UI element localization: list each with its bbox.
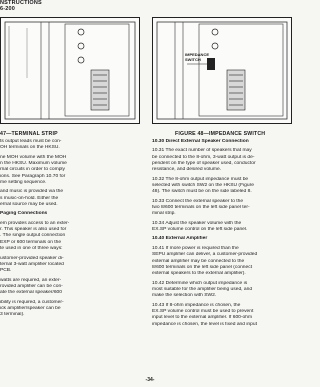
left-column-text-line: ts output leads must be con- (0, 139, 62, 144)
right-column-text-line: make the selection with SW2. (152, 293, 217, 299)
right-column-text-line: selected with switch SW2 on the HKSU (Figure (152, 183, 254, 189)
left-column-text-line: ibility is required, a customer- (0, 299, 64, 305)
left-column-text-line: n the HKSU. Maximum volume (0, 161, 67, 167)
right-figure-caption: FIGURE 48—IMPEDANCE SWITCH (175, 131, 266, 137)
left-column-text-line: PCB. (0, 268, 12, 274)
left-column-text-line: r. This speaker is also used for (0, 227, 67, 233)
right-column-text-line: 10.42 Determine which output impedance is (152, 280, 248, 286)
left-figure-caption: 47—TERMINAL STRIP (0, 131, 58, 137)
terminal-strip-drawing (1, 18, 139, 123)
left-column-text-line: 3 terminal). (0, 312, 25, 318)
right-column-text-line: 10.41 If more power is required than the (152, 245, 239, 251)
left-column-text-line: and music is provided via the (0, 189, 64, 195)
terminal-strip-figure (0, 17, 140, 124)
left-column-text-line: ate the external speaker/600 (0, 290, 62, 296)
page-number: -34- (145, 377, 155, 383)
right-column-text-line: external amplifier may be connected to the (152, 258, 245, 264)
left-column-text-line: ternal 3-watt amplifier located (0, 261, 64, 267)
right-column-text-line: EX.SP volume control on the left side panel. (152, 227, 248, 233)
right-column-text-line: resistance, and desired volume. (152, 167, 222, 173)
right-column-text-line: impedance is chosen, the level is fixed and input (152, 321, 257, 327)
right-text-column (152, 139, 300, 328)
left-column-text-line: EXP or 600 terminals on the (0, 239, 62, 245)
right-column-text-line: SEPU amplifier can deliver, a customer-provided (152, 252, 258, 258)
right-column-text-line: be connected to the 8-ohm, 3-watt output is de- (152, 154, 255, 160)
left-column-text-line: rnal circuits in order to comply (0, 167, 65, 173)
right-column-text-line: external speakers to the external amplifier). (152, 271, 246, 277)
left-column-text-line: em provides access to an exter- (0, 220, 70, 226)
right-column-text-line: 10.31 The exact number of speakers that may (152, 148, 252, 154)
right-column-text-line: two 8/600 terminals on the left side panel ter- (152, 205, 250, 211)
right-column-heading: 10.40 External Amplifier (152, 236, 208, 242)
left-column-text-line: ne MOH volume with the MOH (0, 154, 67, 160)
left-column-text-line: te used in one of three ways: (0, 246, 63, 252)
left-column-text-line: OH terminals on the HKSU. (0, 145, 60, 151)
left-column-text-line: . The single output connection (0, 233, 66, 239)
right-column-text-line: 8/600 terminals on the left side panel (connect (152, 264, 253, 270)
header-model: 6-200 (0, 6, 16, 12)
impedance-switch-drawing (153, 18, 291, 123)
right-column-text-line: most suitable for the amplifier being used, and (152, 286, 253, 292)
left-column-text-line: ustomer-provided speaker di- (0, 255, 64, 261)
right-column-text-line: 10.34 Adjust the speaker volume with the (152, 220, 242, 226)
left-column-text-line: watts are required, an exter- (0, 277, 62, 283)
right-column-text-line: minal strip. (152, 211, 176, 217)
left-text-column (0, 139, 140, 319)
left-column-text-line: ernal source may be used. (0, 202, 58, 208)
left-column-text-line: rovided amplifier can be con- (0, 283, 63, 289)
right-column-text-line: pendent on the type of speaker used, conductor (152, 161, 256, 167)
left-column-text-line: ick amplifier/speaker can be (0, 305, 61, 311)
right-column-text-line: 48). The switch must be on the side labeled 8. (152, 189, 252, 195)
right-column-text-line: 10.32 The 8-ohm output impedance must be (152, 176, 249, 182)
left-column-text-line: me setting sequence. (0, 180, 47, 186)
right-column-text-line: EX.SP volume control must be used to prevent (152, 308, 254, 314)
right-column-text-line: 10.43 If 8-ohm impedance is chosen, the (152, 302, 241, 308)
right-column-text-line: input level to the external amplifier. If 600-ohm (152, 315, 253, 321)
left-column-heading: Paging Connections (0, 211, 48, 217)
impedance-switch-label: IMPEDANCE SWITCH (185, 52, 210, 62)
page-header (0, 0, 42, 12)
left-column-text-line: s music-on-hold. Either the (0, 195, 59, 201)
left-column-text-line: ions. See Paragraph 10.70 for (0, 173, 66, 179)
impedance-switch-figure (152, 17, 292, 124)
right-column-heading: 10.30 Direct External Speaker Connection (152, 139, 249, 144)
right-column-text-line: 10.33 Connect the external speaker to the (152, 198, 244, 204)
header-title: NSTRUCTIONS (0, 0, 42, 6)
